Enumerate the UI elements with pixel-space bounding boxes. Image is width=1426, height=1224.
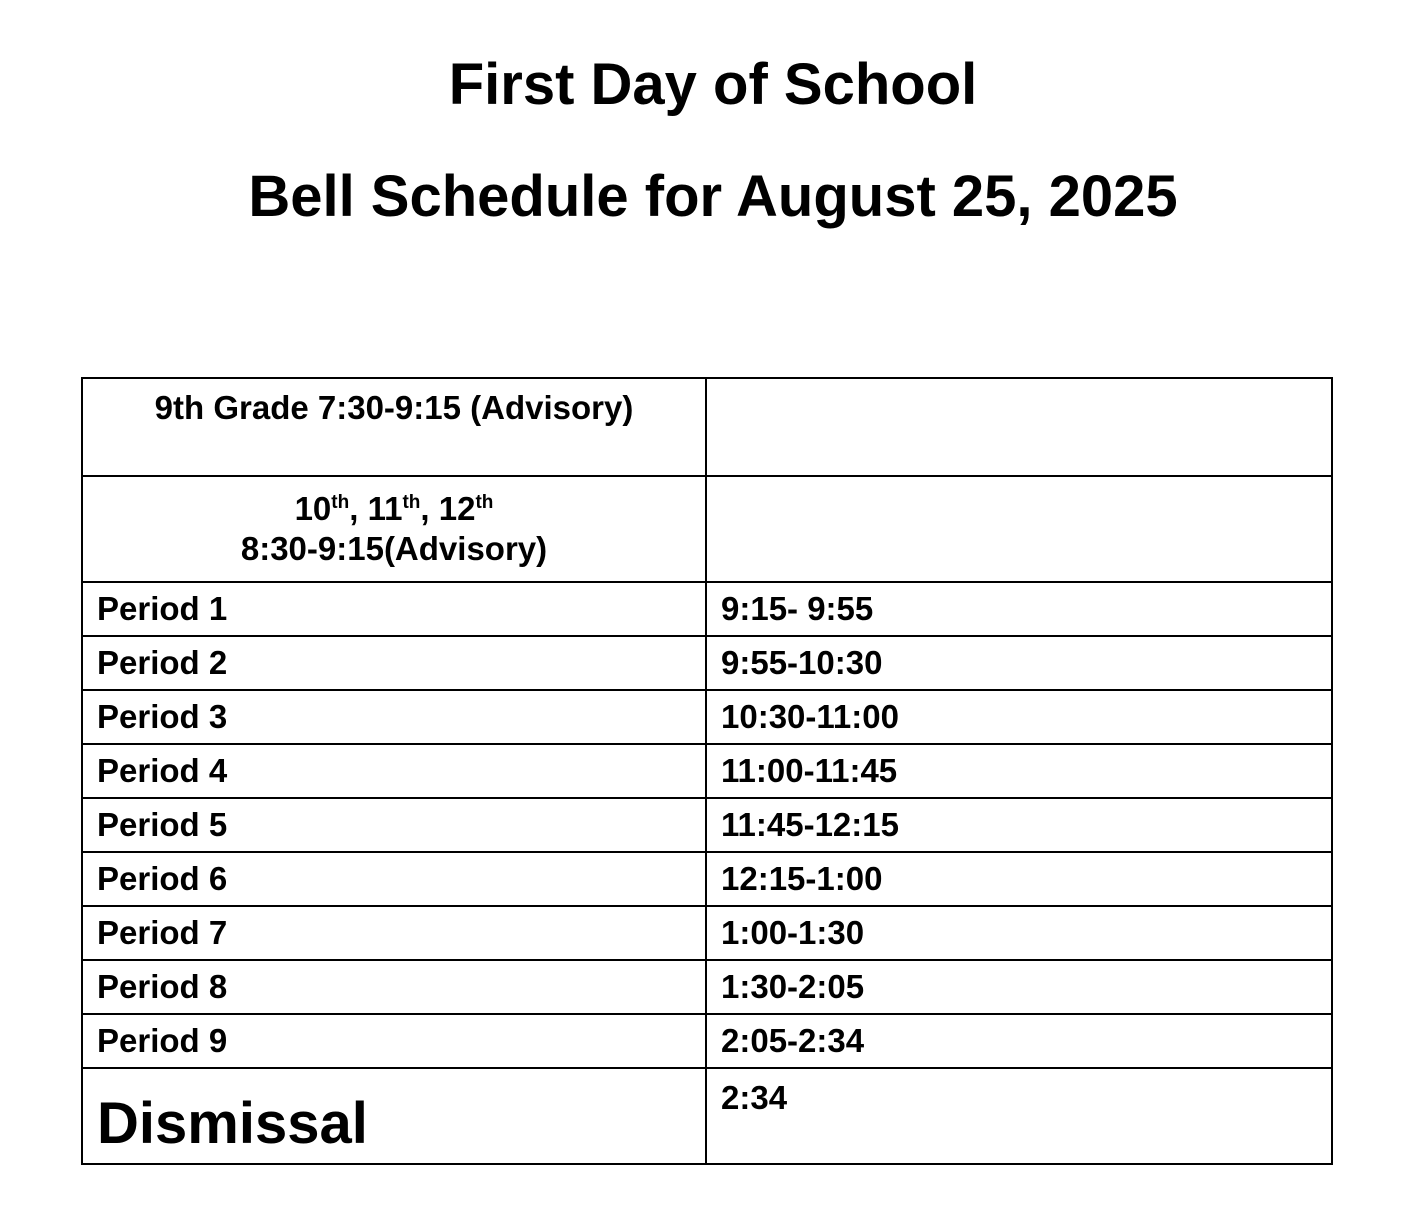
period-time: 2:05-2:34 <box>706 1014 1332 1068</box>
dismissal-label: Dismissal <box>82 1068 706 1164</box>
table-row <box>82 798 1332 852</box>
ninth-grade-advisory-time <box>706 378 1332 476</box>
period-time: 11:00-11:45 <box>706 744 1332 798</box>
grade-10-suffix: th <box>331 492 350 513</box>
grade-12: 12 <box>438 490 476 527</box>
grade-11-suffix: th <box>402 492 421 513</box>
table-row-dismissal <box>82 1068 1332 1164</box>
grade-11: 11 <box>367 490 403 527</box>
period-time: 11:45-12:15 <box>706 798 1332 852</box>
period-time: 1:00-1:30 <box>706 906 1332 960</box>
period-label: Period 8 <box>82 960 706 1014</box>
grade-12-suffix: th <box>475 492 494 513</box>
table-row <box>82 582 1332 636</box>
table-row <box>82 744 1332 798</box>
bell-schedule-table <box>81 377 1333 1165</box>
table-row <box>82 1014 1332 1068</box>
period-label: Period 4 <box>82 744 706 798</box>
table-row-upper-grades <box>82 476 1332 582</box>
period-label: Period 9 <box>82 1014 706 1068</box>
period-label: Period 7 <box>82 906 706 960</box>
period-time: 12:15-1:00 <box>706 852 1332 906</box>
dismissal-time: 2:34 <box>706 1068 1332 1164</box>
period-label: Period 2 <box>82 636 706 690</box>
period-label: Period 5 <box>82 798 706 852</box>
period-time: 9:15- 9:55 <box>706 582 1332 636</box>
period-time: 1:30-2:05 <box>706 960 1332 1014</box>
period-time: 9:55-10:30 <box>706 636 1332 690</box>
period-label: Period 3 <box>82 690 706 744</box>
ninth-grade-advisory-label: 9th Grade 7:30-9:15 (Advisory) <box>82 378 706 476</box>
period-time: 10:30-11:00 <box>706 690 1332 744</box>
table-row-ninth-grade <box>82 378 1332 476</box>
grade-separator: , <box>349 490 368 527</box>
period-label: Period 1 <box>82 582 706 636</box>
period-label: Period 6 <box>82 852 706 906</box>
grade-separator: , <box>420 490 439 527</box>
page-subtitle: Bell Schedule for August 25, 2025 <box>248 164 1178 229</box>
table-row <box>82 960 1332 1014</box>
upper-grades-advisory-time-label: 8:30-9:15(Advisory) <box>240 530 548 567</box>
table-row <box>82 906 1332 960</box>
upper-grades-advisory-time <box>706 476 1332 582</box>
page-title: First Day of School <box>448 52 978 117</box>
table-row <box>82 852 1332 906</box>
upper-grades-list <box>97 489 691 529</box>
upper-grades-advisory-label <box>82 476 706 582</box>
table-row <box>82 636 1332 690</box>
grade-10: 10 <box>294 490 332 527</box>
table-row <box>82 690 1332 744</box>
